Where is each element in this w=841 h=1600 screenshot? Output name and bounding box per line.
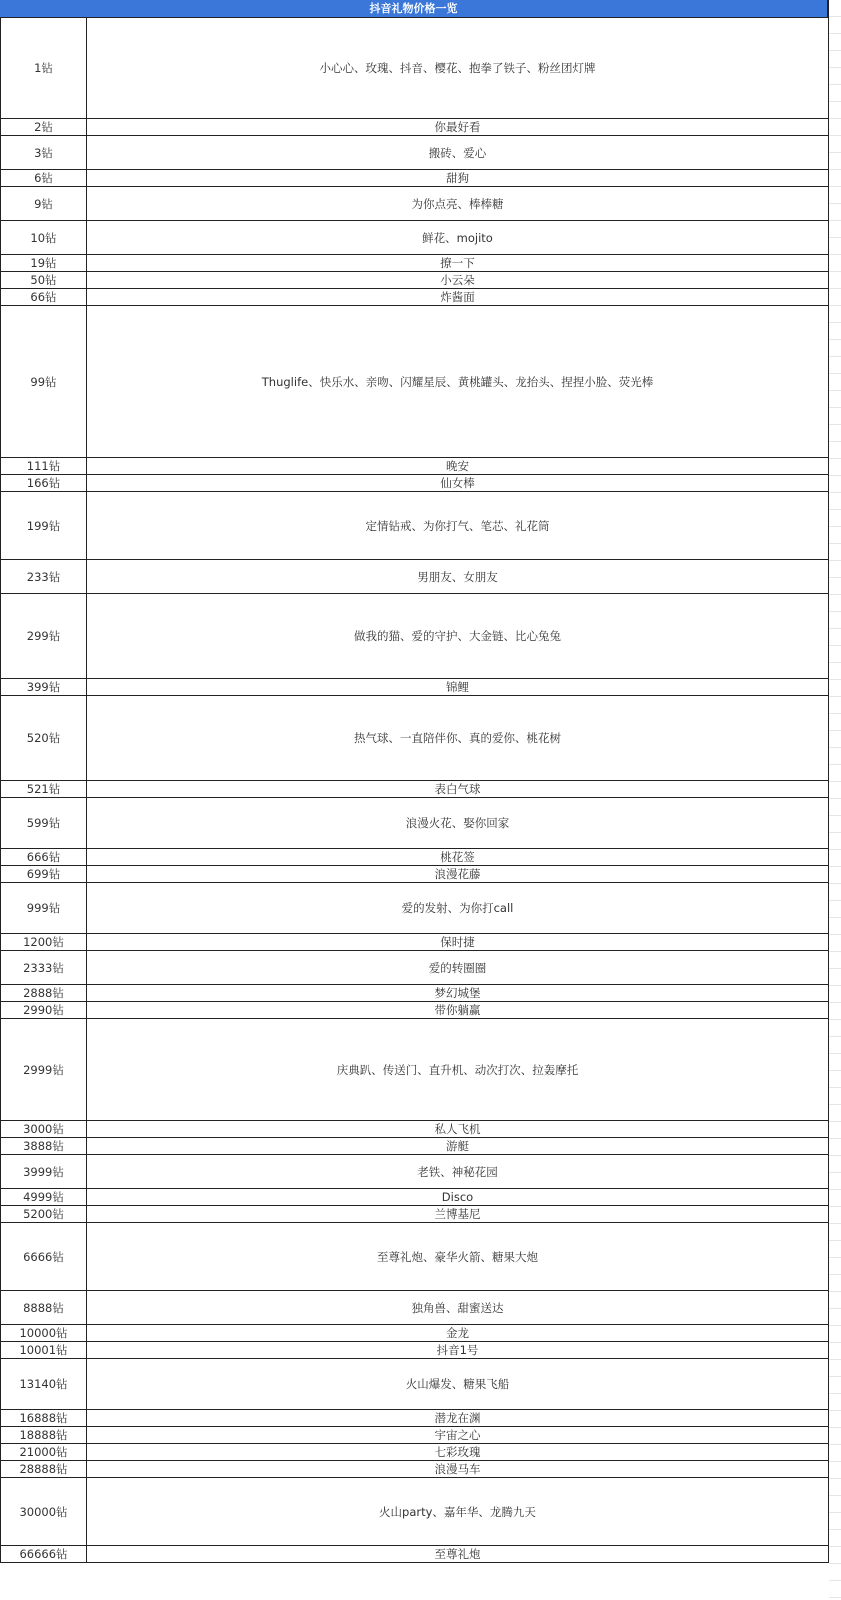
table-title: 抖音礼物价格一览	[0, 0, 829, 17]
gifts-cell[interactable]: 火山party、嘉年华、龙腾九天	[87, 1478, 829, 1546]
price-cell[interactable]: 1钻	[1, 18, 87, 119]
price-cell[interactable]: 3888钻	[1, 1138, 87, 1155]
price-cell[interactable]: 399钻	[1, 679, 87, 696]
table-row	[1, 255, 829, 272]
table-row	[1, 136, 829, 170]
table-row	[1, 560, 829, 594]
gifts-cell[interactable]: 撩一下	[87, 255, 829, 272]
gifts-cell[interactable]: 爱的转圈圈	[87, 951, 829, 985]
gifts-cell[interactable]: 为你点亮、棒棒糖	[87, 187, 829, 221]
gifts-cell[interactable]: 独角兽、甜蜜送达	[87, 1291, 829, 1325]
table-row	[1, 1189, 829, 1206]
price-cell[interactable]: 6666钻	[1, 1223, 87, 1291]
price-cell[interactable]: 521钻	[1, 781, 87, 798]
table-row	[1, 594, 829, 679]
gifts-cell[interactable]: 宇宙之心	[87, 1427, 829, 1444]
table-row	[1, 221, 829, 255]
price-cell[interactable]: 3000钻	[1, 1121, 87, 1138]
gifts-cell[interactable]: 浪漫花藤	[87, 866, 829, 883]
gifts-cell[interactable]: 游艇	[87, 1138, 829, 1155]
price-cell[interactable]: 5200钻	[1, 1206, 87, 1223]
price-cell[interactable]: 999钻	[1, 883, 87, 934]
table-row	[1, 1478, 829, 1546]
table-row	[1, 289, 829, 306]
price-cell[interactable]: 2999钻	[1, 1019, 87, 1121]
gifts-cell[interactable]: 爱的发射、为你打call	[87, 883, 829, 934]
gifts-cell[interactable]: 潜龙在渊	[87, 1410, 829, 1427]
table-row	[1, 1206, 829, 1223]
price-cell[interactable]: 99钻	[1, 306, 87, 458]
table-row	[1, 1342, 829, 1359]
table-row	[1, 1546, 829, 1563]
price-cell[interactable]: 666钻	[1, 849, 87, 866]
gifts-cell[interactable]: 搬砖、爱心	[87, 136, 829, 170]
price-cell[interactable]: 3999钻	[1, 1155, 87, 1189]
price-cell[interactable]: 2钻	[1, 119, 87, 136]
table-row	[1, 492, 829, 560]
price-cell[interactable]: 21000钻	[1, 1444, 87, 1461]
table-row	[1, 849, 829, 866]
table-row	[1, 1325, 829, 1342]
price-cell[interactable]: 66666钻	[1, 1546, 87, 1563]
table-row	[1, 1155, 829, 1189]
table-row	[1, 458, 829, 475]
table-row	[1, 475, 829, 492]
gifts-cell[interactable]: 庆典趴、传送门、直升机、动次打次、拉轰摩托	[87, 1019, 829, 1121]
table-row	[1, 951, 829, 985]
price-cell[interactable]: 13140钻	[1, 1359, 87, 1410]
price-cell[interactable]: 166钻	[1, 475, 87, 492]
price-cell[interactable]: 3钻	[1, 136, 87, 170]
gifts-cell[interactable]: 至尊礼炮、豪华火箭、糖果大炮	[87, 1223, 829, 1291]
table-row	[1, 272, 829, 289]
price-cell[interactable]: 4999钻	[1, 1189, 87, 1206]
price-cell[interactable]: 299钻	[1, 594, 87, 679]
gifts-cell[interactable]: 带你躺赢	[87, 1002, 829, 1019]
price-cell[interactable]: 1200钻	[1, 934, 87, 951]
gifts-cell[interactable]: 私人飞机	[87, 1121, 829, 1138]
gifts-cell[interactable]: 桃花签	[87, 849, 829, 866]
table-row	[1, 1002, 829, 1019]
price-cell[interactable]: 111钻	[1, 458, 87, 475]
price-cell[interactable]: 19钻	[1, 255, 87, 272]
table-row	[1, 1461, 829, 1478]
gifts-cell[interactable]: 仙女棒	[87, 475, 829, 492]
table-row	[1, 866, 829, 883]
price-cell[interactable]: 199钻	[1, 492, 87, 560]
gifts-cell[interactable]: 锦鲤	[87, 679, 829, 696]
gifts-cell[interactable]: 鲜花、mojito	[87, 221, 829, 255]
gifts-cell[interactable]: 炸酱面	[87, 289, 829, 306]
price-cell[interactable]: 2333钻	[1, 951, 87, 985]
table-row	[1, 18, 829, 119]
table-row	[1, 696, 829, 781]
table-row	[1, 679, 829, 696]
table-row	[1, 934, 829, 951]
table-row	[1, 985, 829, 1002]
gifts-cell[interactable]: 抖音1号	[87, 1342, 829, 1359]
price-cell[interactable]: 10钻	[1, 221, 87, 255]
price-cell[interactable]: 699钻	[1, 866, 87, 883]
price-cell[interactable]: 16888钻	[1, 1410, 87, 1427]
price-cell[interactable]: 520钻	[1, 696, 87, 781]
table-row	[1, 170, 829, 187]
price-cell[interactable]: 28888钻	[1, 1461, 87, 1478]
price-cell[interactable]: 10001钻	[1, 1342, 87, 1359]
gifts-cell[interactable]: 浪漫火花、娶你回家	[87, 798, 829, 849]
table-row	[1, 1444, 829, 1461]
gifts-cell[interactable]: 你最好看	[87, 119, 829, 136]
table-row	[1, 1359, 829, 1410]
gifts-cell[interactable]: 甜狗	[87, 170, 829, 187]
gifts-cell[interactable]: 定情钻戒、为你打气、笔芯、礼花筒	[87, 492, 829, 560]
table-row	[1, 1223, 829, 1291]
gifts-cell[interactable]: Disco	[87, 1189, 829, 1206]
table-row	[1, 883, 829, 934]
gifts-cell[interactable]: 老铁、神秘花园	[87, 1155, 829, 1189]
gifts-cell[interactable]: 兰博基尼	[87, 1206, 829, 1223]
price-cell[interactable]: 66钻	[1, 289, 87, 306]
price-cell[interactable]: 6钻	[1, 170, 87, 187]
table-row	[1, 1019, 829, 1121]
price-cell[interactable]: 2990钻	[1, 1002, 87, 1019]
gifts-cell[interactable]: 小心心、玫瑰、抖音、樱花、抱拳了铁子、粉丝团灯牌	[87, 18, 829, 119]
gifts-cell[interactable]: 小云朵	[87, 272, 829, 289]
table-row	[1, 1410, 829, 1427]
table-row	[1, 119, 829, 136]
table-body	[1, 18, 829, 1563]
price-cell[interactable]: 2888钻	[1, 985, 87, 1002]
gifts-cell[interactable]: 至尊礼炮	[87, 1546, 829, 1563]
table-row	[1, 1427, 829, 1444]
price-cell[interactable]: 9钻	[1, 187, 87, 221]
gifts-cell[interactable]: 浪漫马车	[87, 1461, 829, 1478]
price-cell[interactable]: 30000钻	[1, 1478, 87, 1546]
price-cell[interactable]: 50钻	[1, 272, 87, 289]
gifts-cell[interactable]: 保时捷	[87, 934, 829, 951]
gifts-cell[interactable]: 男朋友、女朋友	[87, 560, 829, 594]
gifts-cell[interactable]: 金龙	[87, 1325, 829, 1342]
price-cell[interactable]: 18888钻	[1, 1427, 87, 1444]
gifts-cell[interactable]: 七彩玫瑰	[87, 1444, 829, 1461]
gifts-cell[interactable]: 热气球、一直陪伴你、真的爱你、桃花树	[87, 696, 829, 781]
gifts-cell[interactable]: Thuglife、快乐水、亲吻、闪耀星辰、黄桃罐头、龙抬头、捏捏小脸、荧光棒	[87, 306, 829, 458]
gift-price-table	[0, 17, 829, 1563]
table-row	[1, 306, 829, 458]
price-cell[interactable]: 8888钻	[1, 1291, 87, 1325]
table-row	[1, 1291, 829, 1325]
gifts-cell[interactable]: 做我的猫、爱的守护、大金链、比心兔兔	[87, 594, 829, 679]
table-row	[1, 187, 829, 221]
gifts-cell[interactable]: 梦幻城堡	[87, 985, 829, 1002]
price-cell[interactable]: 233钻	[1, 560, 87, 594]
table-row	[1, 781, 829, 798]
price-cell[interactable]: 599钻	[1, 798, 87, 849]
gifts-cell[interactable]: 表白气球	[87, 781, 829, 798]
table-row	[1, 798, 829, 849]
adjacent-cells-strip	[829, 0, 841, 1600]
table-row	[1, 1138, 829, 1155]
gifts-cell[interactable]: 晚安	[87, 458, 829, 475]
table-row	[1, 1121, 829, 1138]
price-cell[interactable]: 10000钻	[1, 1325, 87, 1342]
gifts-cell[interactable]: 火山爆发、糖果飞船	[87, 1359, 829, 1410]
